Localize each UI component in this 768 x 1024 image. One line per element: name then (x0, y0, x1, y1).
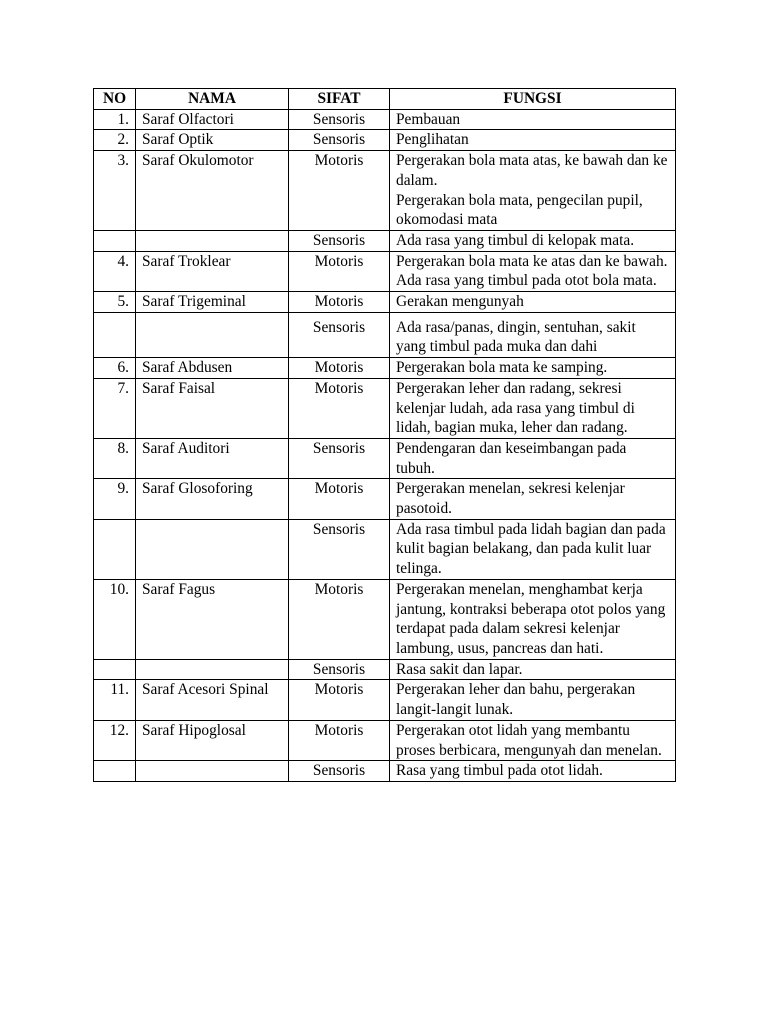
cell-sifat: Sensoris (289, 109, 390, 130)
cell-no: 10. (94, 579, 136, 659)
table-row (94, 680, 676, 720)
cell-sifat: Motoris (289, 579, 390, 659)
fungsi-text: Ada rasa yang timbul di kelopak mata. (396, 231, 635, 249)
cell-no: 7. (94, 378, 136, 438)
cell-fungsi (390, 761, 676, 782)
fungsi-text: Pergerakan bola mata, pengecilan pupil, okomodasi mata (396, 191, 643, 229)
cell-sifat: Sensoris (289, 438, 390, 478)
cell-sifat: Sensoris (289, 761, 390, 782)
fungsi-text: Pergerakan menelan, sekresi kelenjar pasotoid. (396, 480, 625, 518)
table-row (94, 579, 676, 659)
cell-nama: Saraf Faisal (136, 378, 289, 438)
cell-fungsi (390, 358, 676, 379)
fungsi-text: Pembauan (396, 110, 461, 128)
fungsi-text: Penglihatan (396, 131, 469, 149)
cell-no: 9. (94, 479, 136, 519)
table-body (94, 109, 676, 781)
header-fungsi: FUNGSI (390, 89, 676, 110)
cell-nama (136, 230, 289, 251)
cell-fungsi (390, 251, 676, 291)
table-row (94, 378, 676, 438)
cell-no: 2. (94, 130, 136, 151)
table-header (94, 89, 676, 110)
cell-no (94, 659, 136, 680)
table-row (94, 438, 676, 478)
cell-fungsi (390, 109, 676, 130)
fungsi-text: Pergerakan otot lidah yang membantu proses berbicara, mengunyah dan menelan. (396, 721, 662, 759)
cell-nama: Saraf Acesori Spinal (136, 680, 289, 720)
cell-fungsi (390, 680, 676, 720)
cell-fungsi (390, 312, 676, 357)
cell-fungsi (390, 659, 676, 680)
cell-nama: Saraf Olfactori (136, 109, 289, 130)
table-row (94, 479, 676, 519)
cell-no (94, 230, 136, 251)
cell-no: 11. (94, 680, 136, 720)
table-row (94, 251, 676, 291)
cell-fungsi (390, 579, 676, 659)
cell-fungsi (390, 479, 676, 519)
cell-sifat: Sensoris (289, 130, 390, 151)
cell-sifat: Motoris (289, 151, 390, 231)
fungsi-text: Gerakan mengunyah (396, 293, 524, 311)
fungsi-text: Pendengaran dan keseimbangan pada tubuh. (396, 439, 627, 477)
cranial-nerves-table (93, 88, 676, 782)
fungsi-text: Rasa sakit dan lapar. (396, 660, 523, 678)
cell-fungsi (390, 720, 676, 760)
fungsi-text: Pergerakan leher dan bahu, pergerakan langit-langit lunak. (396, 681, 636, 719)
cell-sifat: Motoris (289, 251, 390, 291)
cell-sifat: Motoris (289, 378, 390, 438)
cell-nama: Saraf Hipoglosal (136, 720, 289, 760)
fungsi-text: Pergerakan bola mata ke atas dan ke bawah. (396, 252, 668, 270)
fungsi-text: Ada rasa/panas, dingin, sentuhan, sakit yang timbul pada muka dan dahi (396, 318, 636, 356)
fungsi-text: Ada rasa yang timbul pada otot bola mata. (396, 272, 657, 290)
table-row (94, 292, 676, 313)
header-sifat: SIFAT (289, 89, 390, 110)
table-row (94, 761, 676, 782)
cell-fungsi (390, 130, 676, 151)
cell-sifat: Motoris (289, 479, 390, 519)
table-row (94, 230, 676, 251)
cell-no (94, 312, 136, 357)
table-row (94, 151, 676, 231)
cell-sifat: Sensoris (289, 659, 390, 680)
cell-nama (136, 312, 289, 357)
cell-no (94, 519, 136, 579)
cell-nama: Saraf Trigeminal (136, 292, 289, 313)
fungsi-text: Pergerakan bola mata ke samping. (396, 359, 608, 377)
header-no: NO (94, 89, 136, 110)
cell-nama (136, 761, 289, 782)
fungsi-text: Pergerakan leher dan radang, sekresi kelenjar ludah, ada rasa yang timbul di lidah, bagian muka, leher dan radang. (396, 379, 635, 437)
cell-nama: Saraf Glosoforing (136, 479, 289, 519)
cell-fungsi (390, 378, 676, 438)
table-row (94, 720, 676, 760)
cell-nama: Saraf Optik (136, 130, 289, 151)
fungsi-text: Pergerakan bola mata atas, ke bawah dan ke dalam. (396, 152, 668, 189)
cell-sifat: Motoris (289, 292, 390, 313)
table-row (94, 312, 676, 357)
cell-nama: Saraf Abdusen (136, 358, 289, 379)
fungsi-text: Pergerakan menelan, menghambat kerja jantung, kontraksi beberapa otot polos yang terdapat pada dalam sekresi kelenjar lambung, usus, pancreas dan hati. (396, 580, 666, 657)
cell-sifat: Motoris (289, 720, 390, 760)
cell-fungsi (390, 151, 676, 231)
cell-nama (136, 659, 289, 680)
cell-fungsi (390, 438, 676, 478)
table-row (94, 358, 676, 379)
cell-fungsi (390, 292, 676, 313)
fungsi-text: Rasa yang timbul pada otot lidah. (396, 762, 603, 780)
header-nama: NAMA (136, 89, 289, 110)
cell-no: 6. (94, 358, 136, 379)
cell-nama (136, 519, 289, 579)
cell-no: 12. (94, 720, 136, 760)
cell-sifat: Sensoris (289, 312, 390, 357)
cell-no: 5. (94, 292, 136, 313)
cell-no: 8. (94, 438, 136, 478)
cell-no (94, 761, 136, 782)
table-row (94, 519, 676, 579)
cell-fungsi (390, 230, 676, 251)
table-row (94, 130, 676, 151)
fungsi-text: Ada rasa timbul pada lidah bagian dan pada kulit bagian belakang, dan pada kulit luar telinga. (396, 520, 666, 578)
cell-no: 3. (94, 151, 136, 231)
cell-sifat: Sensoris (289, 230, 390, 251)
cell-nama: Saraf Troklear (136, 251, 289, 291)
cell-sifat: Sensoris (289, 519, 390, 579)
cell-no: 4. (94, 251, 136, 291)
table-row (94, 659, 676, 680)
cell-sifat: Motoris (289, 680, 390, 720)
cell-sifat: Motoris (289, 358, 390, 379)
cell-nama: Saraf Fagus (136, 579, 289, 659)
header-row (94, 89, 676, 110)
cell-nama: Saraf Auditori (136, 438, 289, 478)
cell-nama: Saraf Okulomotor (136, 151, 289, 231)
cell-fungsi (390, 519, 676, 579)
cell-no: 1. (94, 109, 136, 130)
table-row (94, 109, 676, 130)
